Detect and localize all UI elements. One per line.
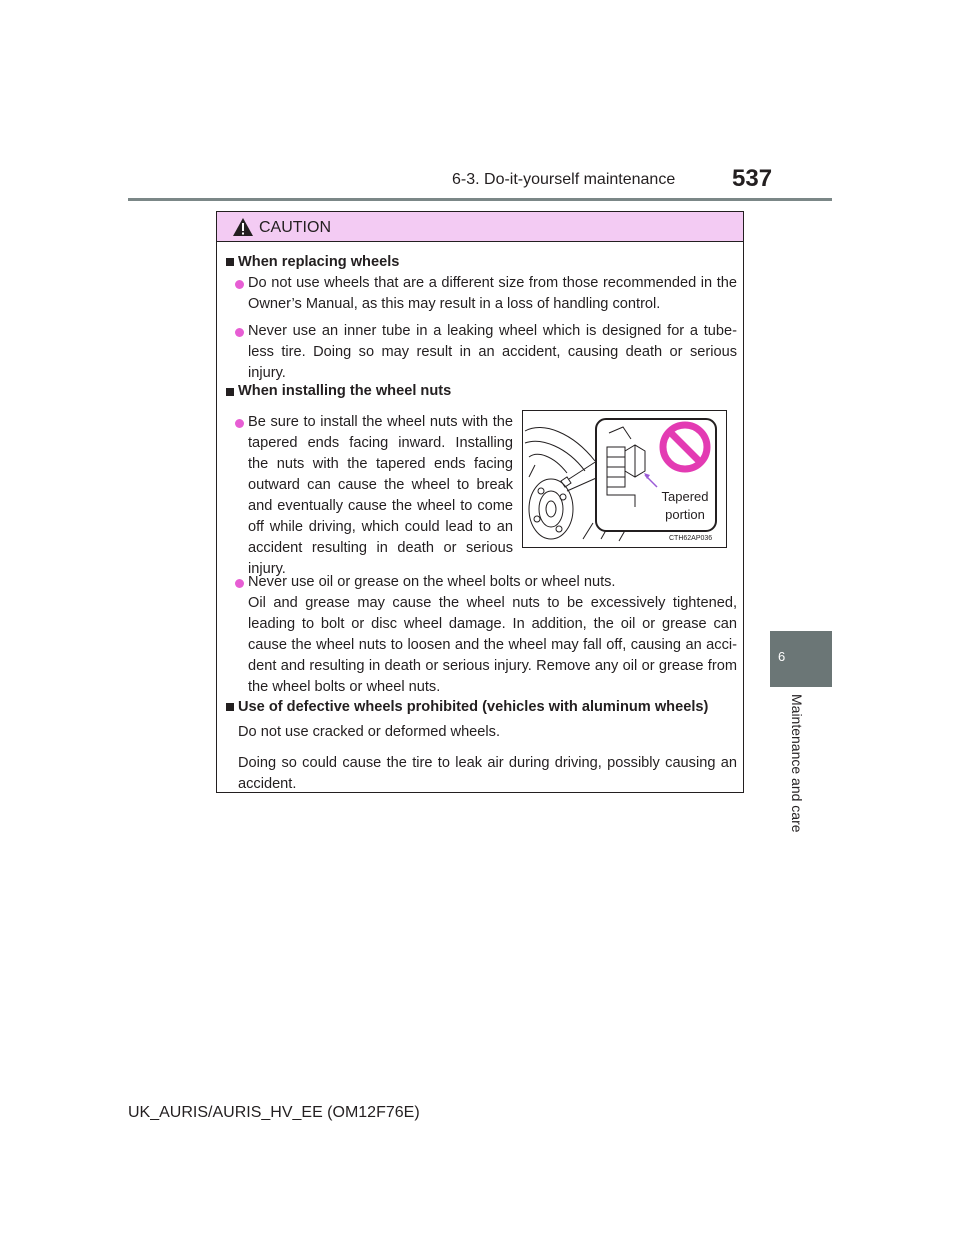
- bullet-dot-icon: [235, 280, 244, 289]
- section-heading-replacing: When replacing wheels: [238, 254, 400, 270]
- page-number: 537: [732, 165, 773, 192]
- warning-icon: [232, 217, 254, 237]
- side-tab-label: Maintenance and care: [789, 694, 805, 833]
- item-cracked-wheels: Do not use cracked or deformed wheels.: [238, 724, 501, 740]
- item-inner-tube: Never use an inner tube in a leaking wheel which is designed for a tube-less tire. Doing so may result in an accident, causing death or serious injury.: [248, 323, 737, 381]
- figure-label: [651, 488, 719, 524]
- side-tab-number: 6: [778, 649, 786, 664]
- bullet-dot-icon: [235, 419, 244, 428]
- caution-box: [216, 211, 744, 793]
- heading-bullet-icon: [226, 703, 234, 711]
- bullet-dot-icon: [235, 579, 244, 588]
- header-section: 6-3. Do-it-yourself maintenance: [452, 171, 676, 188]
- heading-bullet-icon: [226, 258, 234, 266]
- figure-label-line1: Tapered: [661, 489, 709, 504]
- item-no-oil: Never use oil or grease on the wheel bolts or wheel nuts.: [248, 574, 616, 590]
- figure-code: CTH62AP036: [669, 535, 713, 542]
- item-leak-air: Doing so could cause the tire to leak air during driving, possibly causing an accident.: [238, 755, 737, 792]
- heading-bullet-icon: [226, 388, 234, 396]
- caution-title: CAUTION: [259, 219, 331, 236]
- section-heading-wheel-nuts: When installing the wheel nuts: [238, 383, 452, 399]
- figure-label-line2: portion: [665, 507, 705, 522]
- header-rule: [128, 198, 832, 201]
- wheel-nut-illustration: [523, 411, 726, 547]
- caution-header: [217, 212, 743, 242]
- bullet-dot-icon: [235, 328, 244, 337]
- item-oil-consequence: Oil and grease may cause the wheel nuts to be excessively tightened, leading to bolt or disc wheel damage. In addition, the oil or grease can cause the wheel nuts to loosen and the wheel may fall off, causing an acci-dent and resulting in death or serious injury. Remove any oil or grease from the wheel bolts or wheel nuts.: [248, 595, 737, 695]
- section-heading-defective-wheels: Use of defective wheels prohibited (vehicles with aluminum wheels): [238, 699, 709, 715]
- wheel-nut-figure: [522, 410, 727, 548]
- footer-model: UK_AURIS/AURIS_HV_EE (OM12F76E): [128, 1104, 420, 1121]
- item-wheel-size: Do not use wheels that are a different size from those recommended in the Owner’s Manual, as this may result in a loss of handling control.: [248, 275, 737, 312]
- item-tapered-ends: Be sure to install the wheel nuts with the tapered ends facing inward. Installing the nuts with the tapered ends facing outward can cause the wheel to break and eventually cause the wheel to come off while driving, which could lead to an accident resulting in death or serious injury.: [248, 414, 513, 577]
